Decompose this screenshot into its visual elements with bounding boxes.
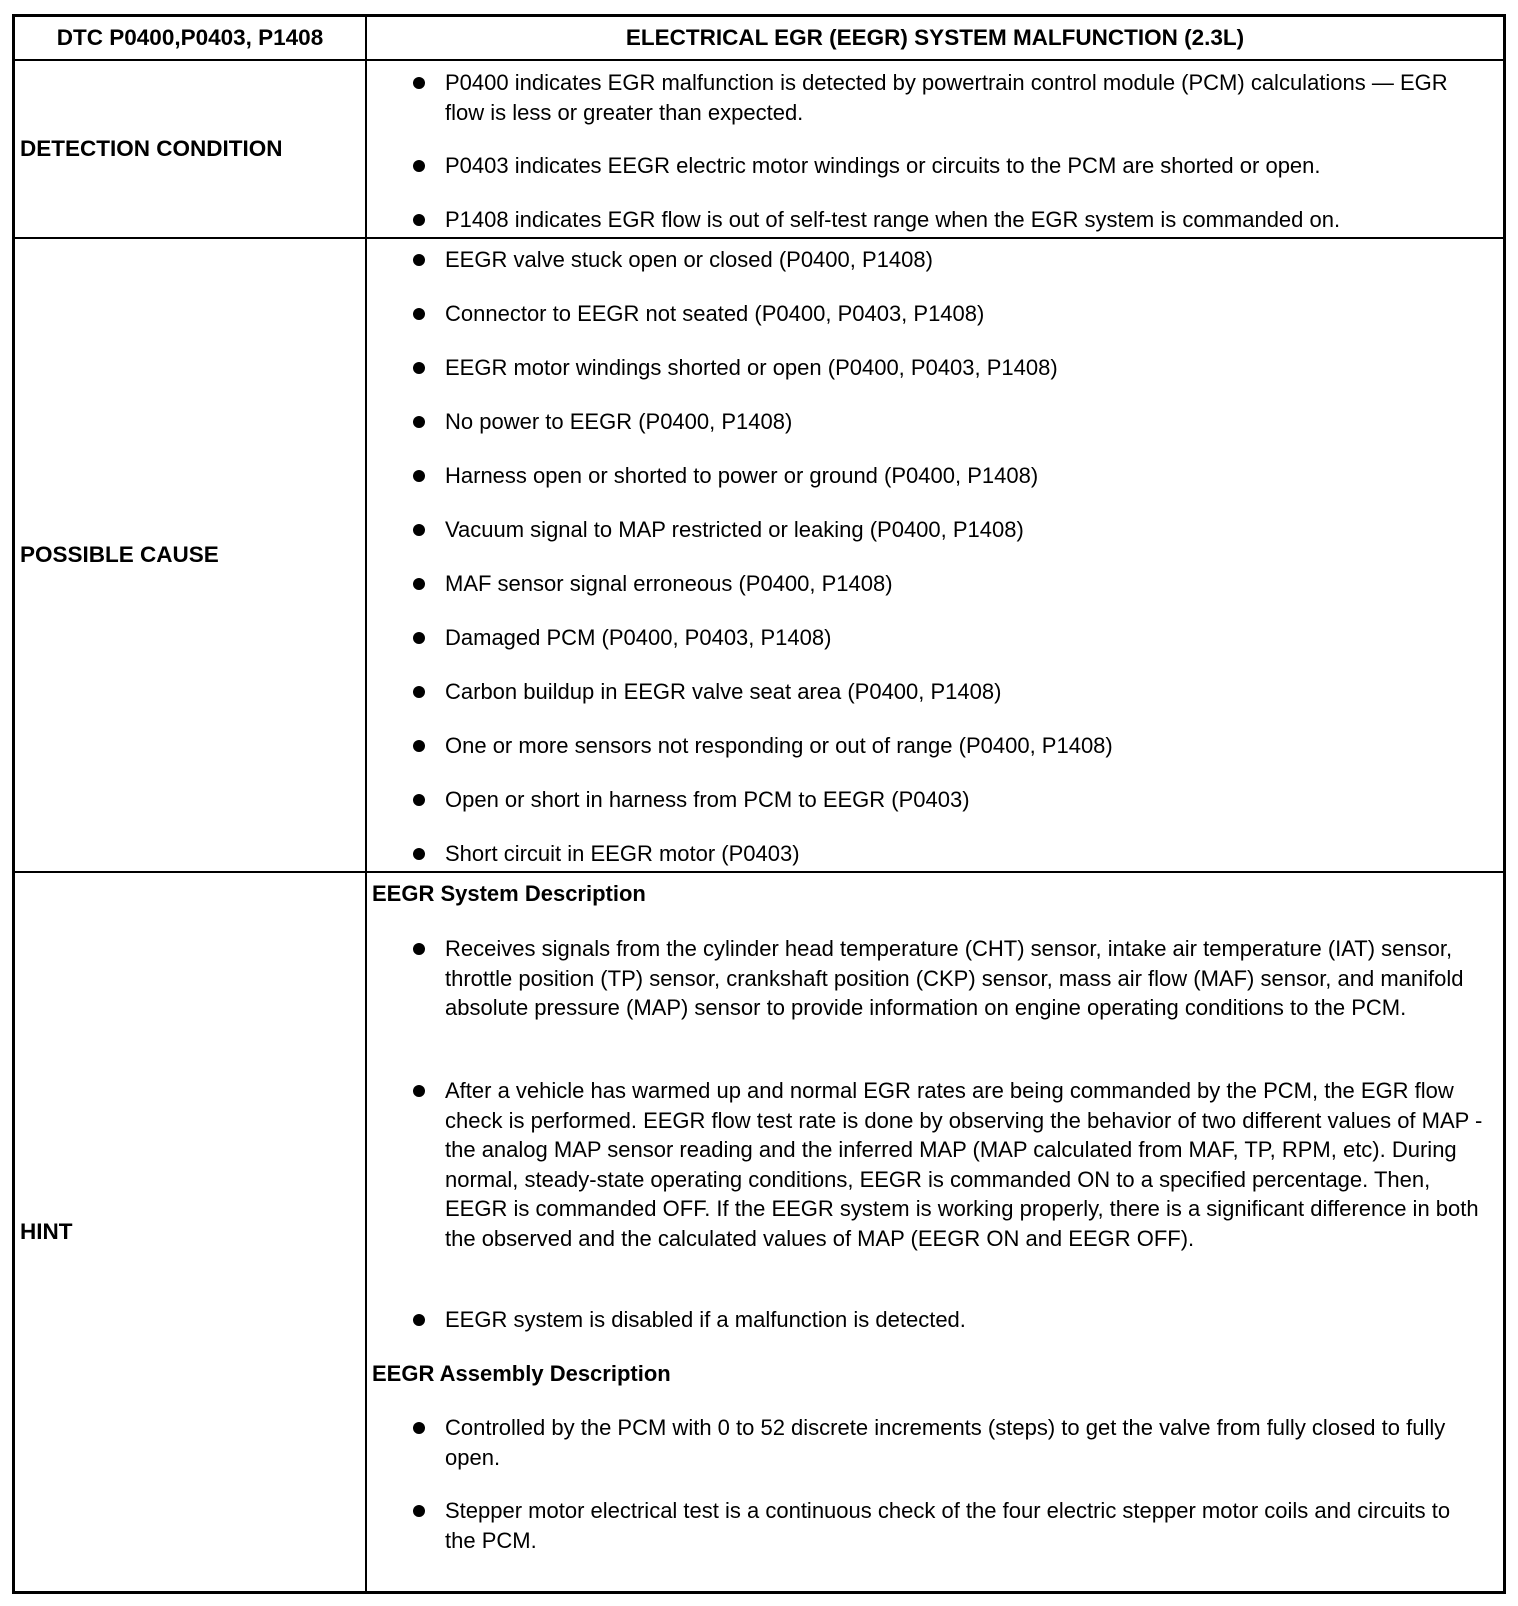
list-item: Carbon buildup in EEGR valve seat area (P0400, P1408) <box>367 677 1503 707</box>
bullet-icon <box>413 416 425 428</box>
bullet-icon <box>413 470 425 482</box>
list-item: EEGR valve stuck open or closed (P0400, P1408) <box>367 245 1503 275</box>
list-item: Receives signals from the cylinder head temperature (CHT) sensor, intake air temperature (IAT) sensor, throttle position (TP) sensor, crankshaft position (CKP) sensor, mass air flow (MAF) sensor, and manifold absolute pressure (MAP) sensor to provide information on engine operating conditions to the PCM. <box>367 934 1503 1023</box>
bullet-icon <box>413 848 425 860</box>
list-item: No power to EEGR (P0400, P1408) <box>367 407 1503 437</box>
list-item: P0403 indicates EEGR electric motor windings or circuits to the PCM are shorted or open. <box>367 151 1503 181</box>
list-item: Harness open or shorted to power or ground (P0400, P1408) <box>367 461 1503 491</box>
header-row <box>15 17 1503 61</box>
bullet-icon <box>413 632 425 644</box>
list-item: EEGR motor windings shorted or open (P0400, P0403, P1408) <box>367 353 1503 383</box>
bullet-icon <box>413 1505 425 1517</box>
bullet-icon <box>413 77 425 89</box>
hint-label: HINT <box>20 1219 73 1244</box>
list-item: Connector to EEGR not seated (P0400, P0403, P1408) <box>367 299 1503 329</box>
list-item: Controlled by the PCM with 0 to 52 discrete increments (steps) to get the valve from fully closed to fully open. <box>367 1413 1503 1472</box>
system-description-heading: EEGR System Description <box>372 881 646 906</box>
list-item: Open or short in harness from PCM to EEGR (P0403) <box>367 785 1503 815</box>
list-item: One or more sensors not responding or out of range (P0400, P1408) <box>367 731 1503 761</box>
bullet-icon <box>413 794 425 806</box>
bullet-icon <box>413 1422 425 1434</box>
dtc-codes-header: DTC P0400,P0403, P1408 <box>56 25 324 50</box>
list-item: Stepper motor electrical test is a continuous check of the four electric stepper motor coils and circuits to the PCM. <box>367 1496 1503 1555</box>
bullet-icon <box>413 740 425 752</box>
table-title: ELECTRICAL EGR (EEGR) SYSTEM MALFUNCTION (2.3L) <box>625 25 1245 50</box>
detection-row <box>15 61 1503 239</box>
hint-row <box>15 873 1503 1591</box>
dtc-table <box>12 14 1506 1594</box>
bullet-icon <box>413 160 425 172</box>
bullet-icon <box>413 943 425 955</box>
list-item: P1408 indicates EGR flow is out of self-test range when the EGR system is commanded on. <box>367 205 1503 235</box>
list-item: After a vehicle has warmed up and normal EGR rates are being commanded by the PCM, the EGR flow check is performed. EEGR flow test rate is done by observing the behavior of two different values of MAP - the analog MAP sensor reading and the inferred MAP (MAP calculated from MAF, TP, RPM, etc). During normal, steady-state operating conditions, EEGR is commanded ON to a specified percentage. Then, EEGR is commanded OFF. If the EEGR system is working properly, there is a significant difference in both the observed and the calculated values of MAP (EEGR ON and EEGR OFF). <box>367 1076 1503 1253</box>
bullet-icon <box>413 254 425 266</box>
list-item: Short circuit in EEGR motor (P0403) <box>367 839 1503 869</box>
detection-label: DETECTION CONDITION <box>20 136 283 161</box>
list-item: P0400 indicates EGR malfunction is detected by powertrain control module (PCM) calculations — EGR flow is less or greater than expected. <box>367 68 1503 127</box>
detection-content <box>367 61 1503 237</box>
bullet-icon <box>413 578 425 590</box>
list-item: MAF sensor signal erroneous (P0400, P1408) <box>367 569 1503 599</box>
bullet-icon <box>413 524 425 536</box>
list-item: Vacuum signal to MAP restricted or leaking (P0400, P1408) <box>367 515 1503 545</box>
assembly-description-heading: EEGR Assembly Description <box>372 1361 671 1386</box>
list-item: Damaged PCM (P0400, P0403, P1408) <box>367 623 1503 653</box>
possible-cause-content <box>367 239 1503 871</box>
possible-cause-row <box>15 239 1503 873</box>
hint-content <box>367 873 1503 1591</box>
bullet-icon <box>413 1314 425 1326</box>
possible-cause-label: POSSIBLE CAUSE <box>20 542 219 567</box>
bullet-icon <box>413 214 425 226</box>
bullet-icon <box>413 308 425 320</box>
bullet-icon <box>413 362 425 374</box>
bullet-icon <box>413 1085 425 1097</box>
list-item: EEGR system is disabled if a malfunction is detected. <box>367 1305 1503 1335</box>
bullet-icon <box>413 686 425 698</box>
